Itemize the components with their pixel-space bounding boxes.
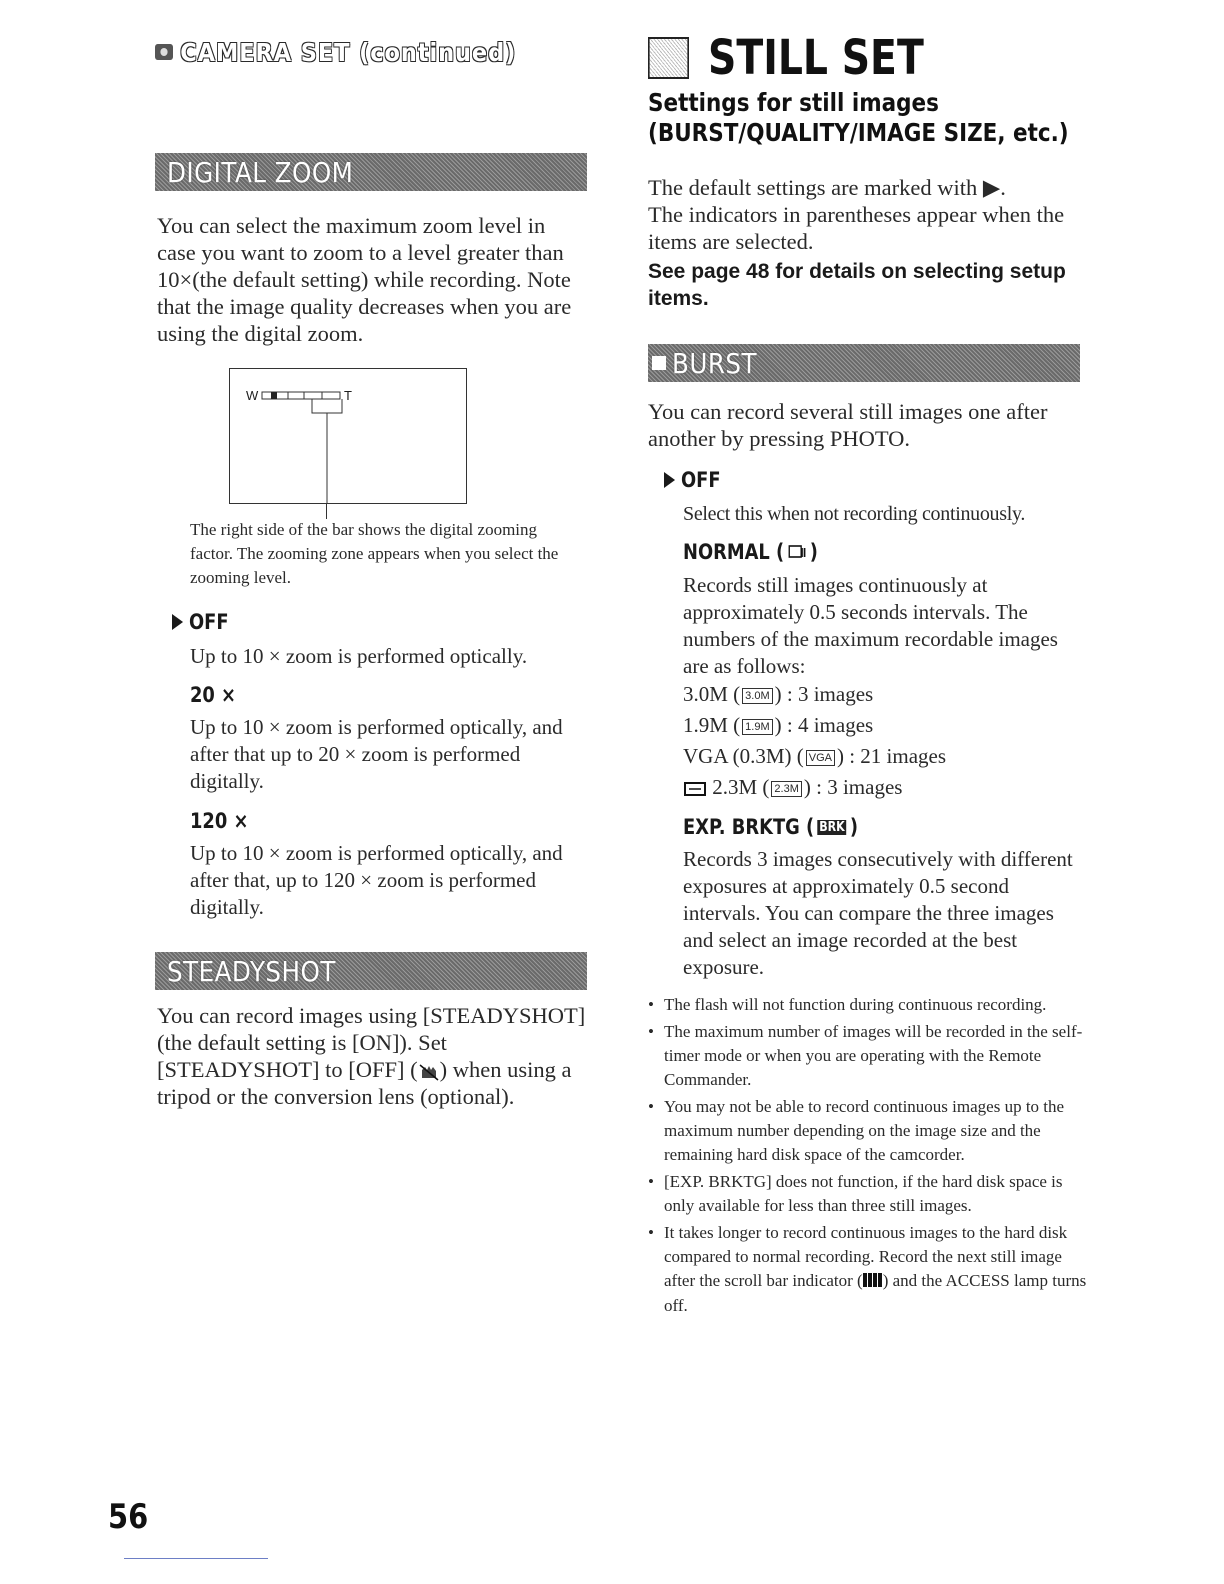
image-size-icon: 2.3M [771,781,801,797]
intro-default-line: The default settings are marked with ▶. [648,175,1006,200]
digital-zoom-description: You can select the maximum zoom level in case you want to zoom to a level greater than 10×(the default setting) while recording. Note that the image quality decreases when you are using the digital zoom. [157,213,572,346]
burst-option-off-label: OFF [664,468,721,492]
steadyshot-description: You can record images using [STEADYSHOT] (the default setting is [ON]). Set [STEADYSHOT] to [OFF] ( ) when using a tripod or the conversion lens (optional). [157,1003,586,1109]
image-size-icon: 3.0M [742,688,772,704]
burst-note: • [EXP. BRKTG] does not function, if the hard disk space is only available for less than three still images. [648,1170,1088,1218]
page-footer-rule [124,1558,268,1559]
intro-text [648,174,1084,255]
burst-option-normal-label: NORMAL ( ) [683,540,818,564]
burst-note: • The maximum number of images will be recorded in the self-timer mode or when you are operating with the Remote Commander. [648,1020,1088,1092]
scroll-bar-indicator-icon [863,1270,883,1294]
intro-indicator-line: The indicators in parentheses appear when the items are selected. [648,202,1065,254]
digital-zoom-heading: DIGITAL ZOOM [167,155,354,189]
burst-notes-list [648,993,1088,1321]
burst-size-line-19m: 1.9M ( 1.9M ) : 4 images [683,713,874,737]
still-set-title [648,28,971,88]
image-size-icon: 1.9M [742,719,772,735]
running-head-text: CAMERA SET (continued) [180,37,517,67]
burst-size-line-wide: 2.3M ( 2.3M ) : 3 images [683,774,1083,805]
burst-heading: BURST [672,346,757,380]
zoom-option-120x-label: 120 × [190,809,249,833]
page-number: 56 [108,1497,149,1537]
steadyshot-heading: STEADYSHOT [167,954,336,988]
section-bar-steadyshot [155,952,587,990]
zoom-option-20x-label: 20 × [190,683,237,707]
zoom-option-20x-text: Up to 10 × zoom is performed optically, and after that up to 20 × zoom is performed digitally. [190,715,563,793]
zoom-factor-bracket [312,399,342,413]
exp-brktg-icon: BRK [819,819,845,835]
burst-size-list [683,681,1083,805]
still-set-title-text: STILL SET [708,30,924,86]
running-head [155,32,516,72]
steadyshot-off-icon [418,1062,440,1082]
burst-option-off-text: Select this when not recording continuously. [683,503,1026,525]
default-marker-icon [664,472,675,488]
section-bar-digital-zoom [155,153,587,191]
zoom-diagram-caption: The right side of the bar shows the digital zooming factor. The zooming zone appears when you select the zooming level. [190,520,559,587]
burst-note: • It takes longer to record continuous images to the hard disk compared to normal recording. Record the next still image after the scroll bar indicator ( ) and the ACCESS lamp turns off. [648,1221,1088,1318]
still-set-subtitle: Settings for still images (BURST/QUALITY/IMAGE SIZE, etc.) [648,88,1069,147]
burst-option-exp-label: EXP. BRKTG ( BRK ) [683,815,859,839]
zoom-option-off-label: OFF [172,610,229,634]
default-marker-icon [172,614,183,630]
still-set-icon [648,37,689,79]
setup-reference-note: See page 48 for details on selecting setup items. [648,260,1066,310]
burst-size-line-3m: 3.0M ( 3.0M ) : 3 images [683,682,874,706]
camera-set-icon [155,44,173,60]
wide-aspect-icon [683,780,707,798]
burst-note: • The flash will not function during continuous recording. [648,993,1088,1017]
zoom-bar-indicator [271,392,277,399]
burst-description: You can record several still images one after another by pressing PHOTO. [648,399,1048,451]
image-size-icon: VGA [806,750,835,766]
zoom-option-120x-text: Up to 10 × zoom is performed optically, and after that, up to 120 × zoom is performed digitally. [190,841,563,919]
zoom-option-off-text: Up to 10 × zoom is performed optically. [190,644,528,668]
zoom-diagram [229,368,467,504]
zoom-w-label: W [246,388,259,403]
zoom-t-label: T [344,388,352,403]
burst-option-exp-text: Records 3 images consecutively with different exposures at approximately 0.5 second intervals. You can compare the three images and select an image recorded at the best exposure. [683,847,1073,979]
burst-note: • You may not be able to record continuous images up to the maximum number depending on the image size and the remaining hard disk space of the camcorder. [648,1095,1088,1167]
burst-normal-icon [788,543,807,561]
burst-size-line-vga: VGA (0.3M) ( VGA ) : 21 images [683,744,947,768]
section-bar-burst [648,344,1080,382]
burst-icon [652,356,666,370]
burst-option-normal-text: Records still images continuously at approximately 0.5 seconds intervals. The numbers of the maximum recordable images are as follows: [683,573,1058,678]
caption-leader-tail [326,503,327,519]
